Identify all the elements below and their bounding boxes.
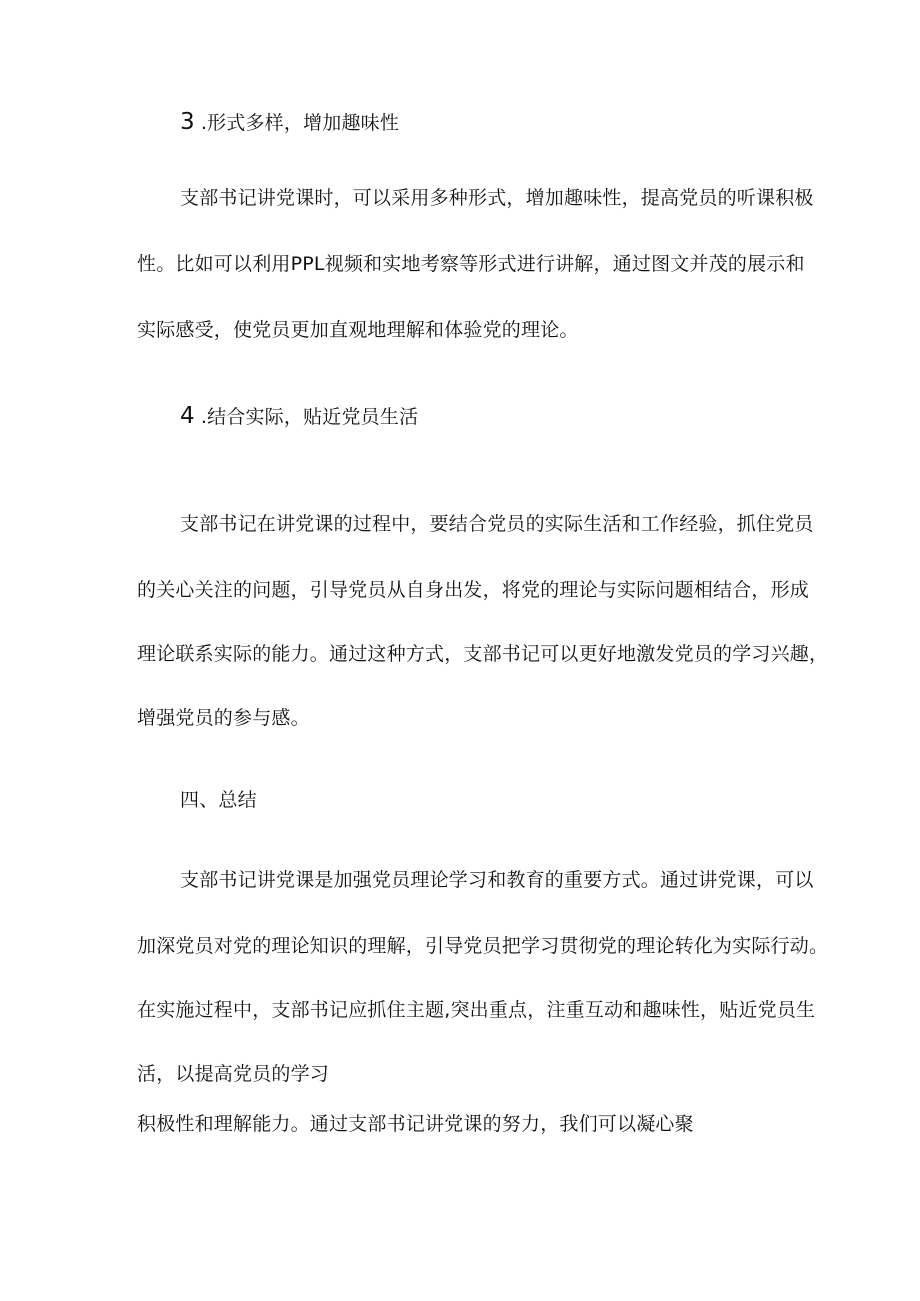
paragraph-line: 实际感受，使党员更加直观地理解和体验党的理论。	[137, 319, 579, 341]
paragraph-line: 活，以提高党员的学习	[137, 1063, 330, 1085]
paragraph-line: 积极性和理解能力。通过支部书记讲党课的努力，我们可以凝心聚	[137, 1113, 694, 1135]
paragraph-line: 性。比如可以利用PPL视频和实地考察等形式进行讲解，通过图文并茂的展示和	[137, 253, 805, 275]
section-4-title: .结合实际，贴近党员生活	[200, 406, 419, 428]
section-3-heading	[180, 108, 399, 137]
paragraph-line: 支部书记讲党课时，可以采用多种形式，增加趣味性，提高党员的听课积极	[180, 187, 814, 209]
paragraph-line: 的关心关注的问题，引导党员从自身出发，将党的理论与实际问题相结合，形成	[137, 579, 810, 601]
paragraph-line: 加深党员对党的理论知识的理解，引导党员把学习贯彻党的理论转化为实际行动。	[137, 935, 829, 957]
paragraph-line: 理论联系实际的能力。通过这种方式，支部书记可以更好地激发党员的学习兴趣，	[137, 643, 829, 665]
summary-heading: 四、总结	[180, 789, 257, 811]
section-4-number: 4	[180, 403, 195, 429]
paragraph-line: 在实施过程中，支部书记应抓住主题,突出重点，注重互动和趣味性，贴近党员生	[137, 999, 816, 1021]
section-3-title: .形式多样，增加趣味性	[200, 112, 400, 134]
paragraph-line: 支部书记在讲党课的过程中，要结合党员的实际生活和工作经验，抓住党员	[180, 513, 814, 535]
paragraph-line: 增强党员的参与感。	[137, 707, 310, 729]
section-3-number: 3	[180, 109, 195, 135]
section-4-heading	[180, 402, 418, 431]
paragraph-line: 支部书记讲党课是加强党员理论学习和教育的重要方式。通过讲党课，可以	[180, 869, 814, 891]
